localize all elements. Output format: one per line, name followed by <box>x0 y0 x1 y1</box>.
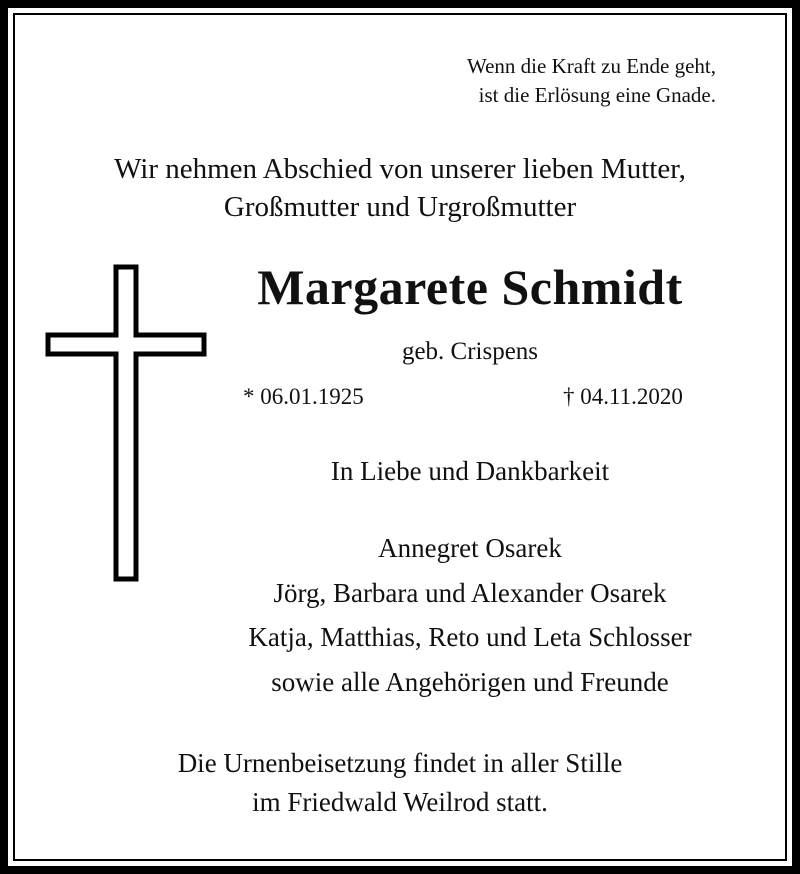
burial-notice <box>0 744 800 822</box>
motto-line-2: ist die Erlösung eine Gnade. <box>478 83 716 107</box>
gratitude-line: In Liebe und Dankbarkeit <box>330 456 610 486</box>
mourner-line: sowie alle Angehörigen und Freunde <box>271 666 669 697</box>
burial-line-1: Die Urnenbeisetzung findet in aller Stille <box>177 748 623 778</box>
mourner-line: Jörg, Barbara und Alexander Osarek <box>273 577 667 608</box>
farewell-text <box>0 150 800 226</box>
death-date: † 04.11.2020 <box>563 384 683 409</box>
cross-icon <box>45 264 207 582</box>
deceased-name: Margarete Schmidt <box>257 259 683 315</box>
mourners-list <box>190 526 750 704</box>
maiden-name: geb. Crispens <box>401 338 539 365</box>
motto <box>467 52 716 110</box>
mourner-line: Katja, Matthias, Reto und Leta Schlosser <box>248 622 692 652</box>
motto-line-1: Wenn die Kraft zu Ende geht, <box>466 54 716 78</box>
burial-line-2: im Friedwald Weilrod statt. <box>252 787 548 817</box>
farewell-line-1: Wir nehmen Abschied von unserer lieben Mutter, <box>114 153 686 185</box>
mourner-line: Annegret Osarek <box>378 533 562 563</box>
birth-date: * 06.01.1925 <box>243 384 364 409</box>
farewell-line-2: Großmutter und Urgroßmutter <box>223 191 577 223</box>
